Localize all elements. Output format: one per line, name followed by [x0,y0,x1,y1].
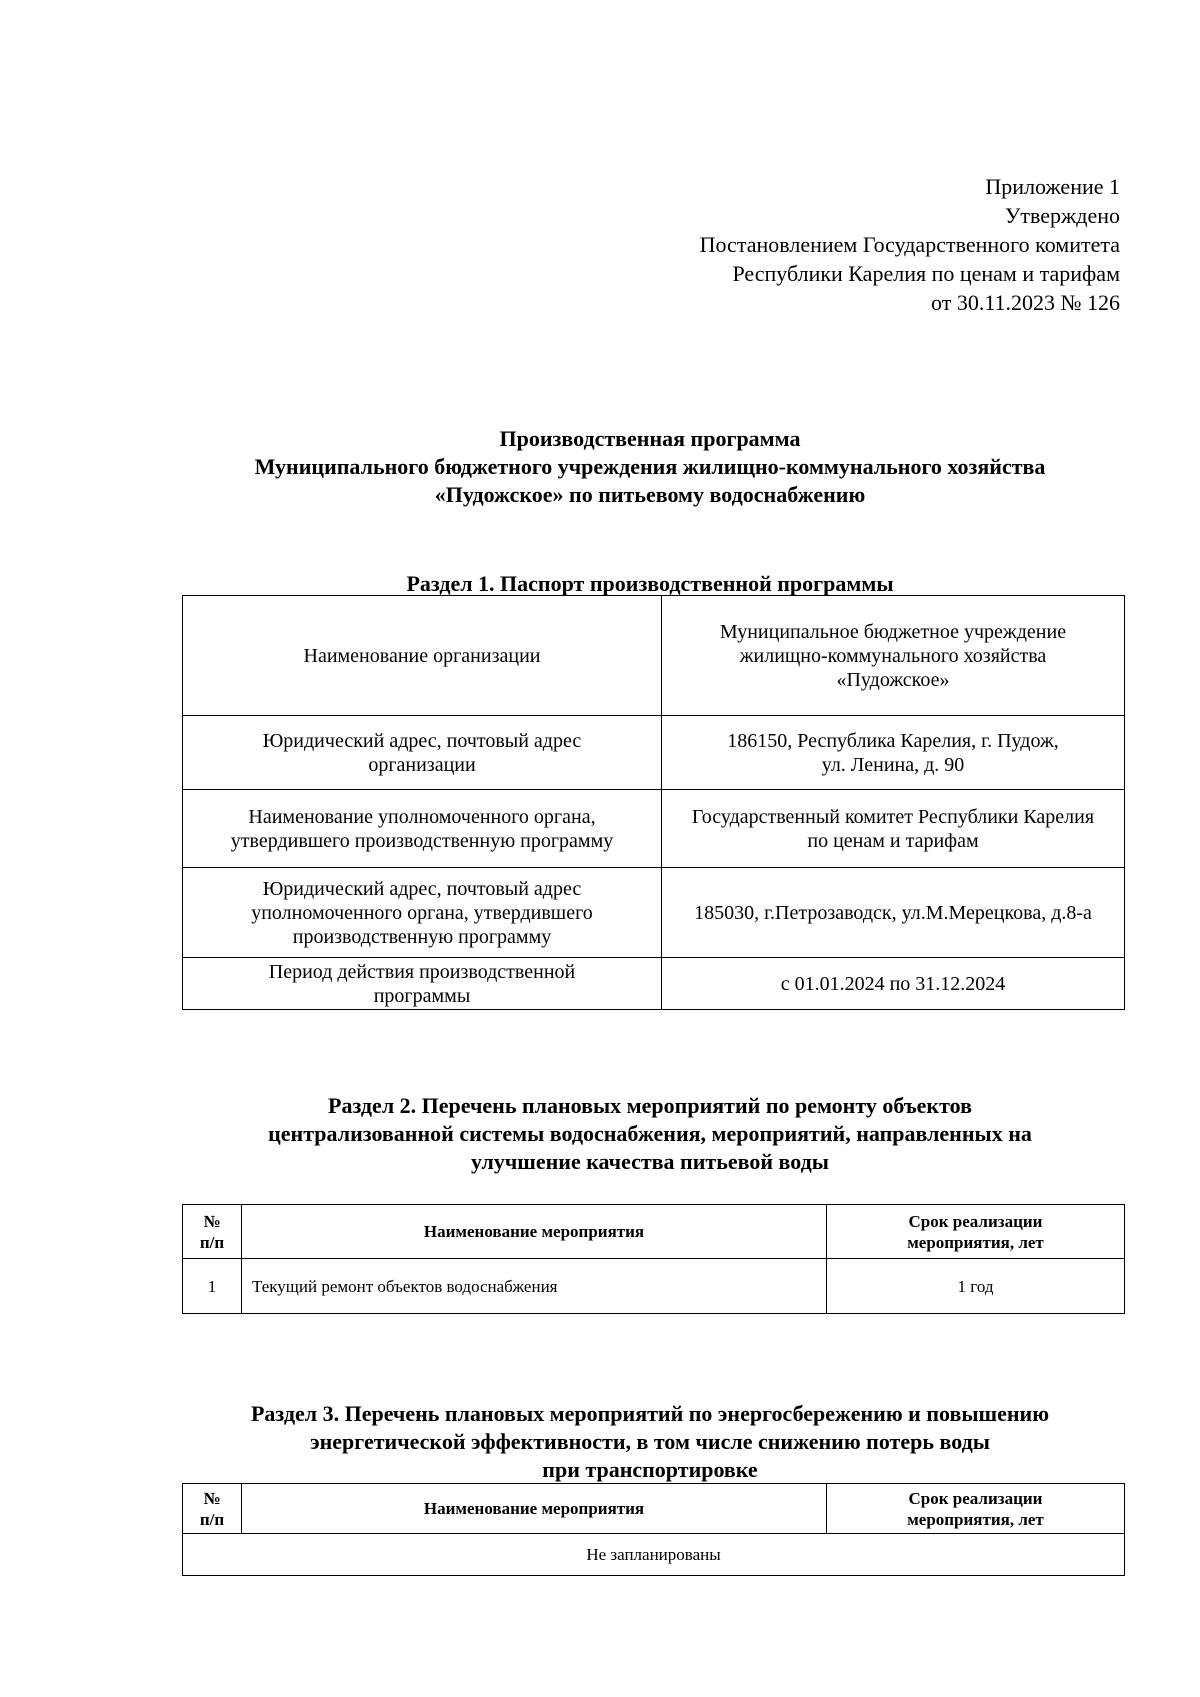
title-line-3: «Пудожское» по питьевому водоснабжению [434,482,866,507]
column-header-term: Срок реализации мероприятия, лет [827,1205,1125,1259]
approved-label: Утверждено [1004,203,1120,228]
table-row [183,958,1125,1010]
section1-heading-text: Раздел 1. Паспорт производственной программы [406,571,894,596]
table-header-row [183,1205,1125,1259]
authority-address-label: Юридический адрес, почтовый адрес уполномоченного органа, утвердившего производственную программу [183,868,662,958]
table-row [183,596,1125,716]
table-header-row [183,1484,1125,1534]
table-row [183,716,1125,790]
measure-name: Текущий ремонт объектов водоснабжения [242,1259,827,1314]
authority-value: Государственный комитет Республики Карелия по ценам и тарифам [662,790,1125,868]
org-address-value: 186150, Республика Карелия, г. Пудож, ул. Ленина, д. 90 [662,716,1125,790]
column-header-name: Наименование мероприятия [242,1484,827,1534]
period-label: Период действия производственной программы [183,958,662,1010]
approval-block [700,172,1120,317]
table-row [183,1534,1125,1576]
column-header-number: № п/п [183,1205,242,1259]
energy-measures-table [182,1483,1125,1576]
org-name-label: Наименование организации [183,596,662,716]
resolution-date: от 30.11.2023 № 126 [931,290,1120,315]
repair-measures-table [182,1204,1125,1314]
org-address-label: Юридический адрес, почтовый адрес организации [183,716,662,790]
no-measures-text: Не запланированы [183,1534,1125,1576]
section3-heading: Раздел 3. Перечень плановых мероприятий по энергосбережению и повышению энергетической эффективности, в том числе снижению потерь воды при транспортировке [250,1401,1050,1482]
column-header-name: Наименование мероприятия [242,1205,827,1259]
passport-table [182,595,1125,1010]
title-line-1: Производственная программа [499,426,801,451]
table-row [183,1259,1125,1314]
authority-label: Наименование уполномоченного органа, утвердившего производственную программу [183,790,662,868]
appendix-label: Приложение 1 [985,174,1120,199]
org-name-value: Муниципальное бюджетное учреждение жилищно-коммунального хозяйства «Пудожское» [662,596,1125,716]
period-value: с 01.01.2024 по 31.12.2024 [662,958,1125,1010]
table-row [183,790,1125,868]
authority-address-value: 185030, г.Петрозаводск, ул.М.Мерецкова, д.8-а [662,868,1125,958]
document-title [180,425,1120,509]
row-number: 1 [183,1259,242,1314]
committee-line: Республики Карелия по ценам и тарифам [732,261,1120,286]
section1-heading [180,570,1120,598]
table-row [183,868,1125,958]
resolution-line: Постановлением Государственного комитета [699,232,1120,257]
title-line-2: Муниципального бюджетного учреждения жилищно-коммунального хозяйства [254,454,1046,479]
section2-heading: Раздел 2. Перечень плановых мероприятий по ремонту объектов централизованной системы водоснабжения, мероприятий, направленных на улучшение качества питьевой воды [268,1093,1032,1174]
measure-term: 1 год [827,1259,1125,1314]
column-header-number: № п/п [183,1484,242,1534]
column-header-term: Срок реализации мероприятия, лет [827,1484,1125,1534]
